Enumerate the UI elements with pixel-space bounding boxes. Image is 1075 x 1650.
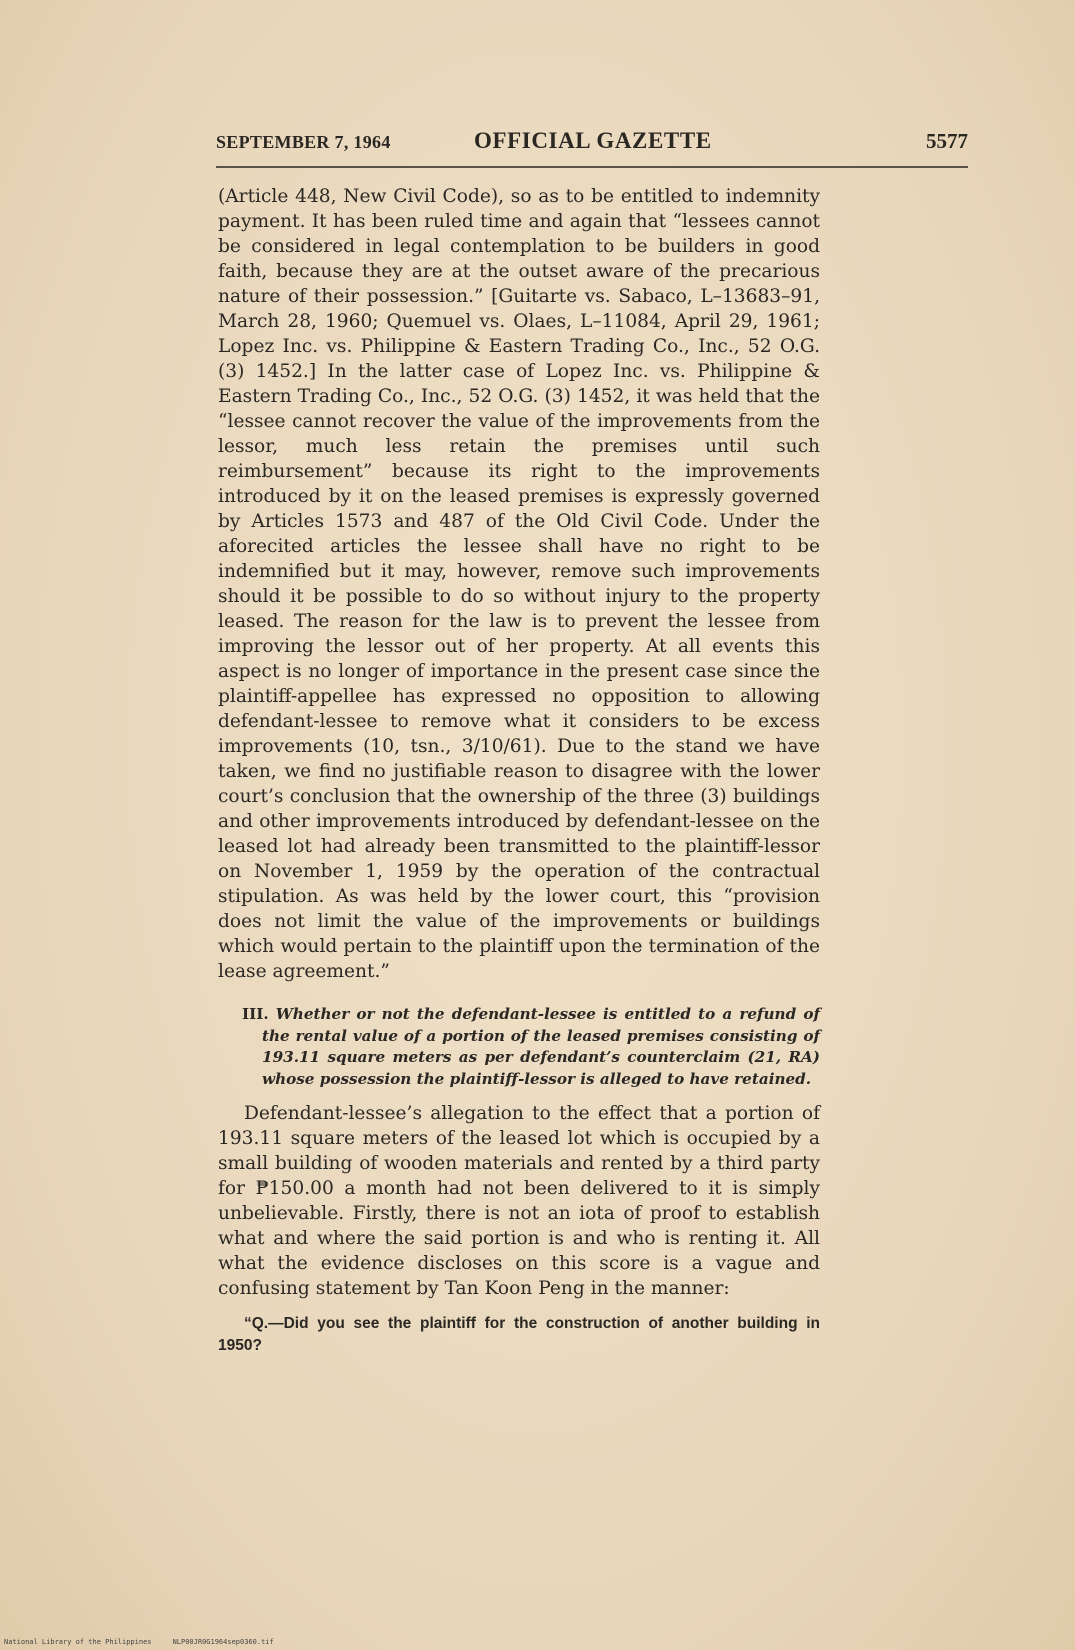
page-body (218, 184, 820, 1356)
testimony-question: “Q.—Did you see the plaintiff for the construction of another building in 1950? (218, 1315, 820, 1354)
section-heading-text: Whether or not the defendant-lessee is entitled to a refund of the rental value of a portion of the leased premises consisting of 193.11 square meters as per defendant’s counterclaim (21, RA) whose possession the plaintiff-lessor is alleged to have retained. (262, 1005, 820, 1088)
header-date: SEPTEMBER 7, 1964 (216, 132, 391, 152)
body-paragraph-2: Defendant-lessee’s allegation to the effect that a portion of 193.11 square meters of the leased lot which is occupied by a small building of wooden materials and rented by a third party for ₱150.00 a month had not been delivered to it is simply unbelievable. Firstly, there is not an iota of proof to establish what and where the said portion is and who is renting it. All what the evidence discloses on this score is a vague and confusing statement by Tan Koon Peng in the manner: (218, 1103, 820, 1299)
scan-footer: National Library of the Philippines NLP00JR0G1964sep0360.tif (4, 1638, 274, 1646)
section-number: III. (242, 1005, 269, 1023)
body-paragraph-1: (Article 448, New Civil Code), so as to be entitled to indemnity payment. It has been ruled time and again that “lessees cannot be considered in legal contemplation to be builders in good faith, because they are at the outset aware of the precarious nature of their possession.” [Guitarte vs. Sabaco, L–13683–91, March 28, 1960; Quemuel vs. Olaes, L–11084, April 29, 1961; Lopez Inc. vs. Philippine & Eastern Trading Co., Inc., 52 O.G. (3) 1452.] In the latter case of Lopez Inc. vs. Philippine & Eastern Trading Co., Inc., 52 O.G. (3) 1452, it was held that the “lessee cannot recover the value of the improvements from the lessor, much less retain the premises until such reimbursement” because its right to the improvements introduced by it on the leased premises is expressly governed by Articles 1573 and 487 of the Old Civil Code. Under the aforecited articles the lessee shall have no right to be indemnified but it may, however, remove such improvements should it be possible to do so without injury to the property leased. The reason for the law is to prevent the lessee from improving the lessor out of her property. At all events this aspect is no longer of importance in the present case since the plaintiff-appellee has expressed no opposition to allowing defendant-lessee to remove what it considers to be excess improvements (10, tsn., 3/10/61). Due to the stand we have taken, we find no justifiable reason to disagree with the lower court’s conclusion that the ownership of the three (3) buildings and other improvements introduced by defendant-lessee on the leased lot had already been transmitted to the plaintiff-lessor on November 1, 1959 by the operation of the contractual stipulation. As was held by the lower court, this “provision does not limit the value of the improvements or buildings which would pertain to the plaintiff upon the termination of the lease agreement.” (218, 186, 820, 982)
page-header (216, 128, 968, 158)
header-title: OFFICIAL GAZETTE (474, 128, 712, 153)
section-heading (242, 1004, 820, 1090)
header-page-number: 5577 (926, 129, 968, 153)
header-rule (216, 166, 968, 168)
